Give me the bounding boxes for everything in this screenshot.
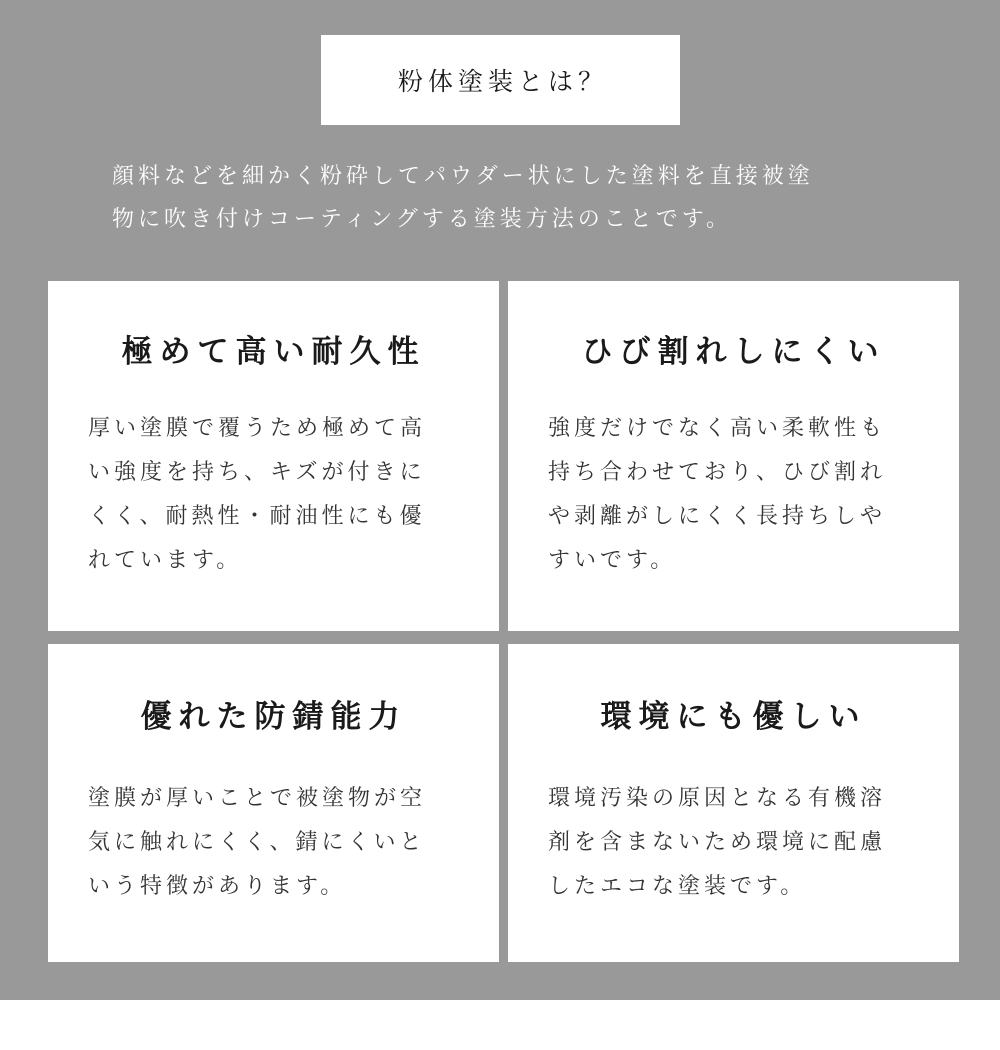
description-line: い強度を持ち、キズが付きに <box>88 460 426 485</box>
description-line: 剤を含まないため環境に配慮 <box>548 830 887 855</box>
feature-description <box>88 407 468 583</box>
intro-line: 顔料などを細かく粉砕してパウダー状にした塗料を直接被塗 <box>112 164 814 189</box>
feature-heading: 優れた防錆能力 <box>140 699 407 735</box>
description-line: や剥離がしにくく長持ちしや <box>548 504 887 529</box>
page-title: 粉体塗装とは？ <box>397 67 608 96</box>
description-line: 持ち合わせており、ひび割れ <box>548 460 887 485</box>
description-line: 気に触れにくく、錆にくいと <box>88 830 426 855</box>
description-line: くく、耐熱性・耐油性にも優 <box>88 504 426 529</box>
feature-heading: 環境にも優しい <box>600 699 867 735</box>
description-line: 環境汚染の原因となる有機溶 <box>548 786 887 811</box>
description-line: 強度だけでなく高い柔軟性も <box>548 416 887 441</box>
title-box <box>321 35 680 125</box>
description-line: いう特徴があります。 <box>88 874 347 899</box>
description-line: したエコな塗装です。 <box>548 874 807 899</box>
description-line: 塗膜が厚いことで被塗物が空 <box>88 786 427 811</box>
feature-description <box>88 777 468 909</box>
description-line: 厚い塗膜で覆うため極めて高 <box>88 416 427 441</box>
feature-heading: ひび割れしにくい <box>581 334 886 370</box>
feature-heading: 極めて高い耐久性 <box>121 334 426 370</box>
feature-description <box>548 407 928 583</box>
description-line: れています。 <box>88 548 243 573</box>
intro-text <box>112 155 912 241</box>
feature-description <box>548 777 928 909</box>
intro-line: 物に吹き付けコーティングする塗装方法のことです。 <box>112 207 733 232</box>
description-line: すいです。 <box>548 548 677 573</box>
